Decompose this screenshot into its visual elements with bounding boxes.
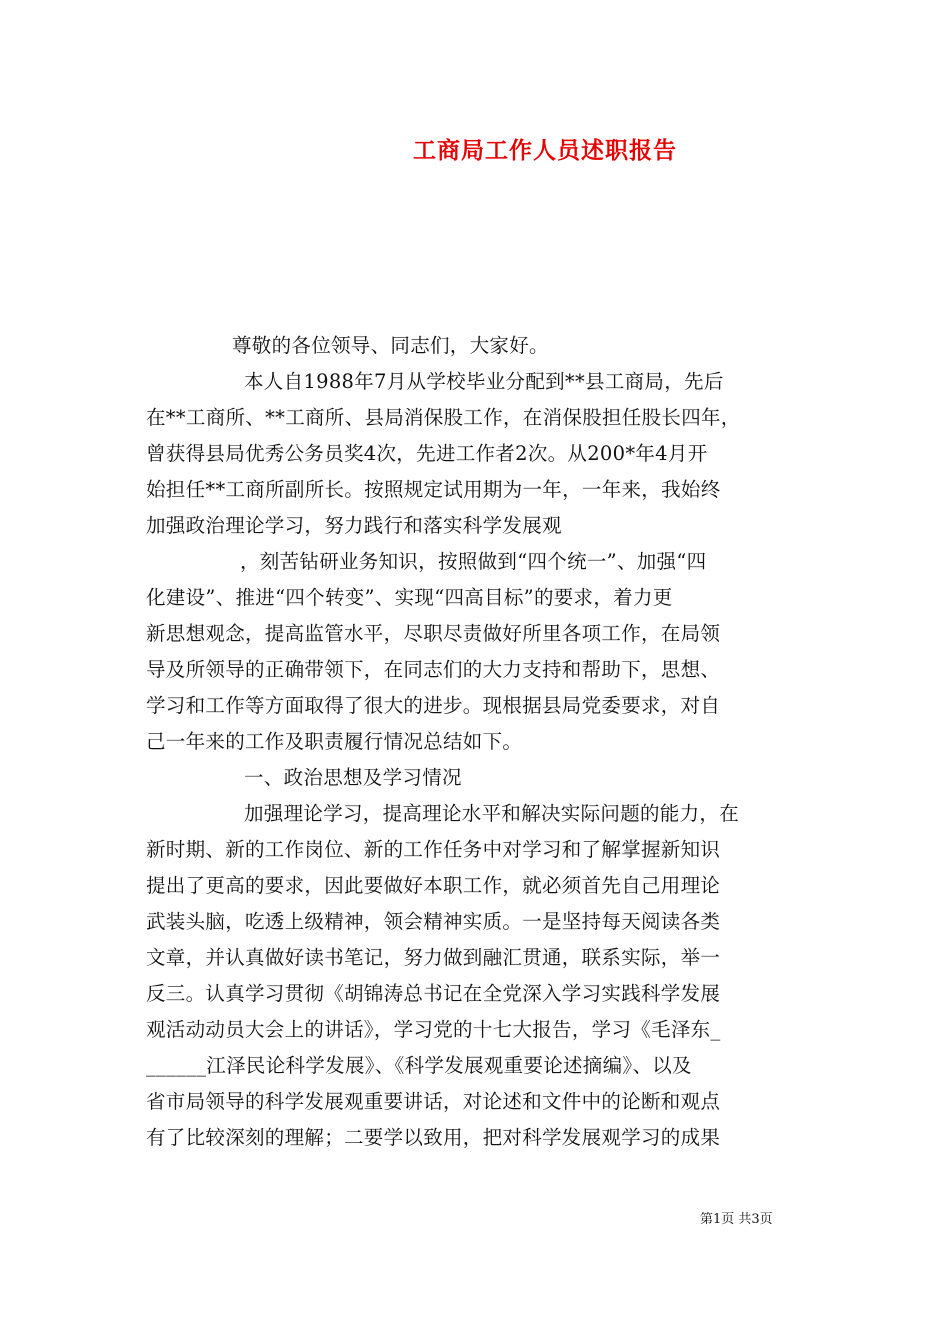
text-line: 新时期、新的工作岗位、新的工作任务中对学习和了解掌握新知识 bbox=[146, 838, 721, 861]
text-line: 加强政治理论学习，努力践行和落实科学发展观 bbox=[146, 514, 562, 537]
text-line: 导及所领导的正确带领下，在同志们的大力支持和帮助下，思想、 bbox=[146, 658, 721, 681]
text-line: 化建设”、推进“四个转变”、实现“四高目标”的要求，着力更 bbox=[146, 586, 673, 609]
text-line: 省市局领导的科学发展观重要讲话，对论述和文件中的论断和观点 bbox=[146, 1090, 721, 1113]
text-line: 在**工商所、**工商所、县局消保股工作，在消保股担任股长四年， bbox=[146, 406, 741, 429]
text-line: 新思想观念，提高监管水平，尽职尽责做好所里各项工作，在局领 bbox=[146, 622, 721, 645]
text-line: 提出了更高的要求，因此要做好本职工作，就必须首先自己用理论 bbox=[146, 874, 721, 897]
text-line: 学习和工作等方面取得了很大的进步。现根据县局党委要求，对自 bbox=[146, 694, 721, 717]
text-line: 加强理论学习，提高理论水平和解决实际问题的能力，在 bbox=[244, 802, 740, 825]
text-line: ，刻苦钻研业务知识，按照做到“四个统一”、加强“四 bbox=[240, 550, 707, 573]
text-line: 观活动动员大会上的讲话》，学习党的十七大报告，学习《毛泽东_ bbox=[146, 1018, 721, 1041]
text-line: 武装头脑，吃透上级精神，领会精神实质。一是坚持每天阅读各类 bbox=[146, 910, 721, 933]
section-heading: 一、政治思想及学习情况 bbox=[244, 766, 462, 789]
text-line: 尊敬的各位领导、同志们，大家好。 bbox=[232, 334, 549, 357]
text-line: 有了比较深刻的理解；二要学以致用，把对科学发展观学习的成果 bbox=[146, 1126, 721, 1149]
text-line: 文章，并认真做好读书笔记，努力做到融汇贯通，联系实际，举一 bbox=[146, 946, 721, 969]
document-title: 工商局工作人员述职报告 bbox=[413, 137, 677, 164]
text-line: 己一年来的工作及职责履行情况总结如下。 bbox=[146, 730, 523, 753]
text-line: 反三。认真学习贯彻《胡锦涛总书记在全党深入学习实践科学发展 bbox=[146, 982, 721, 1005]
text-line: 始担任**工商所副所长。按照规定试用期为一年，一年来，我始终 bbox=[146, 478, 721, 501]
text-line: 本人自1988年7月从学校毕业分配到**县工商局，先后 bbox=[244, 370, 724, 393]
page-number: 第1页 共3页 bbox=[700, 1212, 773, 1227]
text-line: ______江泽民论科学发展》、《科学发展观重要论述摘编》、以及 bbox=[146, 1054, 692, 1077]
text-line: 曾获得县局优秀公务员奖4次，先进工作者2次。从200*年4月开 bbox=[146, 442, 708, 465]
